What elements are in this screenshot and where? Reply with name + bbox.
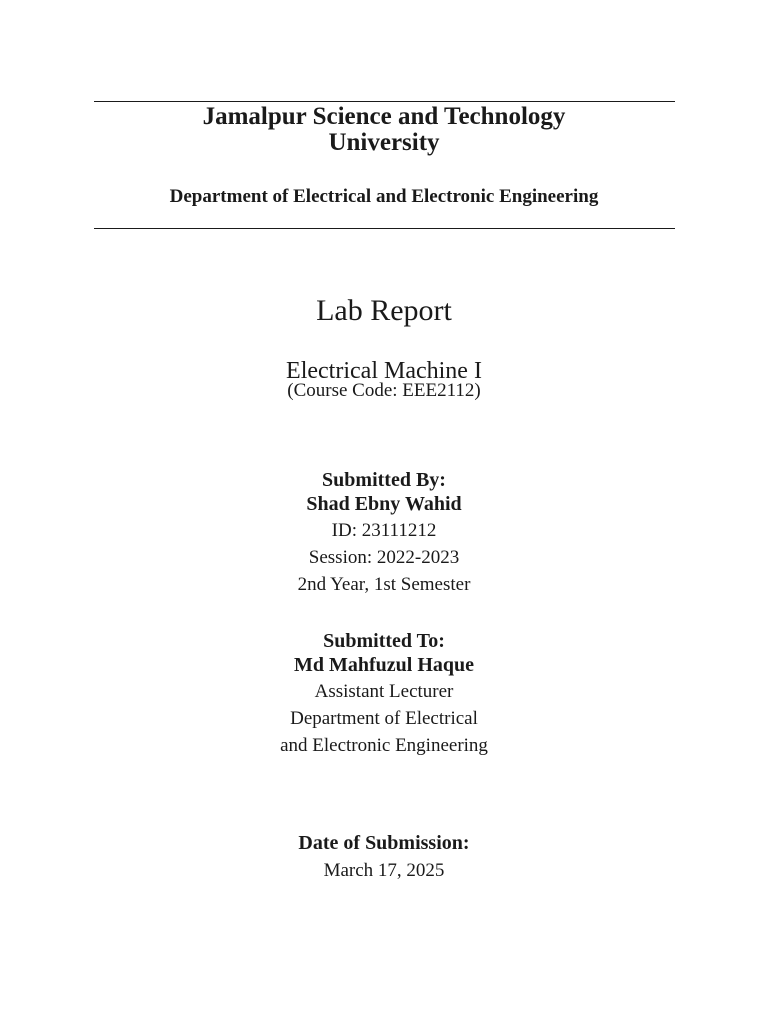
top-horizontal-rule — [94, 101, 675, 102]
university-name-line2: University — [328, 129, 440, 156]
instructor-department-line2: and Electronic Engineering — [280, 735, 488, 756]
student-name: Shad Ebny Wahid — [306, 493, 462, 515]
course-code: (Course Code: EEE2112) — [287, 380, 481, 401]
instructor-designation: Assistant Lecturer — [314, 681, 454, 702]
instructor-name: Md Mahfuzul Haque — [293, 654, 475, 676]
bottom-horizontal-rule — [94, 228, 675, 229]
submitted-by-section — [0, 469, 768, 598]
department-name: Department of Electrical and Electronic Engineering — [169, 186, 599, 207]
instructor-department-line1: Department of Electrical — [290, 708, 478, 729]
submitted-to-section — [0, 630, 768, 759]
course-name: Electrical Machine I — [286, 358, 482, 384]
submission-date: March 17, 2025 — [323, 860, 445, 881]
university-name — [0, 104, 768, 156]
submitted-to-heading: Submitted To: — [323, 630, 445, 652]
student-id: ID: 23111212 — [331, 520, 437, 541]
report-title: Lab Report — [316, 294, 452, 327]
university-name-line1: Jamalpur Science and Technology — [202, 103, 566, 130]
student-year-semester: 2nd Year, 1st Semester — [297, 574, 471, 595]
submission-date-heading: Date of Submission: — [298, 832, 470, 854]
submitted-by-heading: Submitted By: — [322, 469, 446, 491]
submission-date-section — [0, 832, 768, 884]
student-session: Session: 2022-2023 — [308, 547, 460, 568]
